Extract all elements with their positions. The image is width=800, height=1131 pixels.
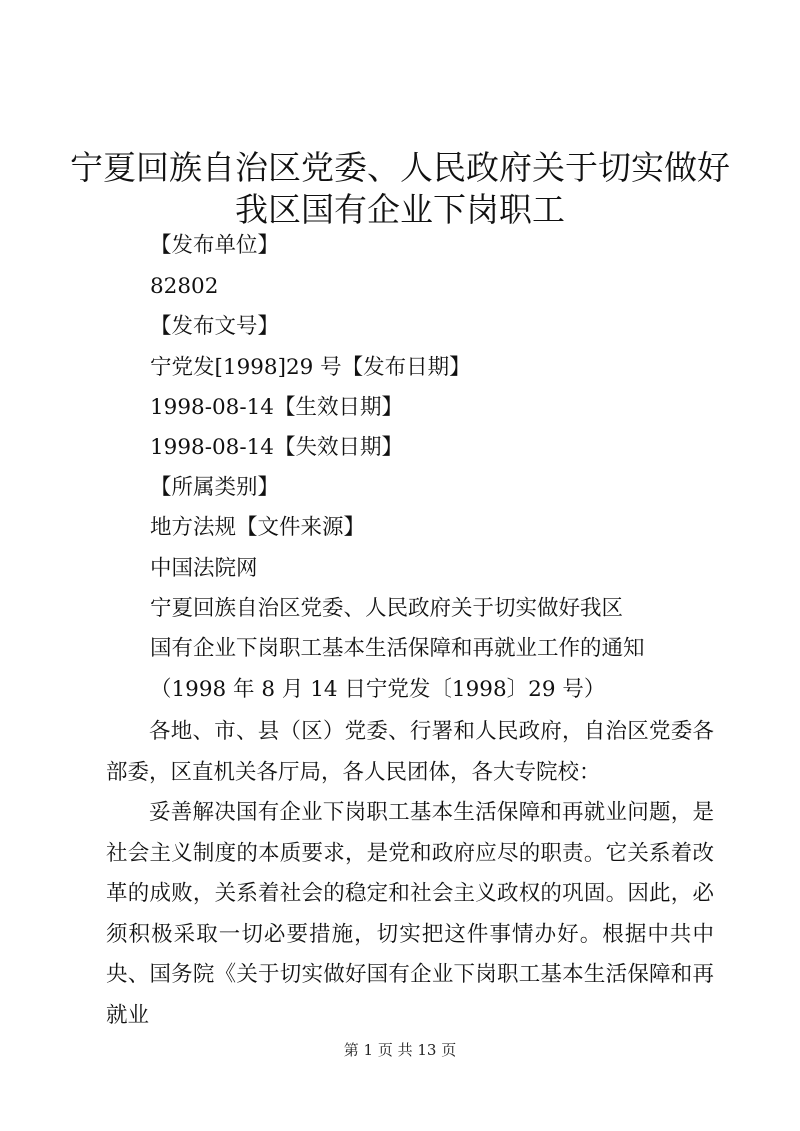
meta-line: 宁夏回族自治区党委、人民政府关于切实做好我区 — [150, 596, 624, 621]
meta-line: 1998-08-14【生效日期】 — [150, 395, 403, 420]
body-paragraph: 各地、市、县（区）党委、行署和人民政府，自治区党委各部委，区直机关各厅局，各人民团体，各大专院校： — [106, 719, 714, 785]
document-title-line-1: 宁夏回族自治区党委、人民政府关于切实做好 — [70, 148, 730, 187]
body-paragraph: 妥善解决国有企业下岗职工基本生活保障和再就业问题，是社会主义制度的本质要求，是党和政府应尽的职责。它关系着改革的成败，关系着社会的稳定和社会主义政权的巩固。因此，必须积极采取一切必要措施，切实把这件事情办好。根据中共中央、国务院《关于切实做好国有企业下岗职工基本生活保障和再就业 — [106, 800, 714, 1028]
meta-line: 【发布单位】 — [150, 233, 280, 258]
meta-line: 国有企业下岗职工基本生活保障和再就业工作的通知 — [150, 636, 645, 661]
meta-line: 82802 — [150, 274, 219, 299]
meta-line: 【发布文号】 — [150, 314, 280, 339]
page-indicator: 第 1 页 共 13 页 — [343, 1041, 457, 1059]
meta-line: （1998 年 8 月 14 日宁党发〔1998〕29 号） — [150, 677, 606, 702]
meta-line: 1998-08-14【失效日期】 — [150, 435, 403, 460]
meta-line: 宁党发[1998]29 号【发布日期】 — [150, 355, 471, 380]
meta-line: 地方法规【文件来源】 — [150, 515, 366, 540]
meta-line: 中国法院网 — [150, 556, 258, 581]
document-title-line-2: 我区国有企业下岗职工 — [235, 190, 565, 229]
meta-line: 【所属类别】 — [150, 475, 280, 500]
